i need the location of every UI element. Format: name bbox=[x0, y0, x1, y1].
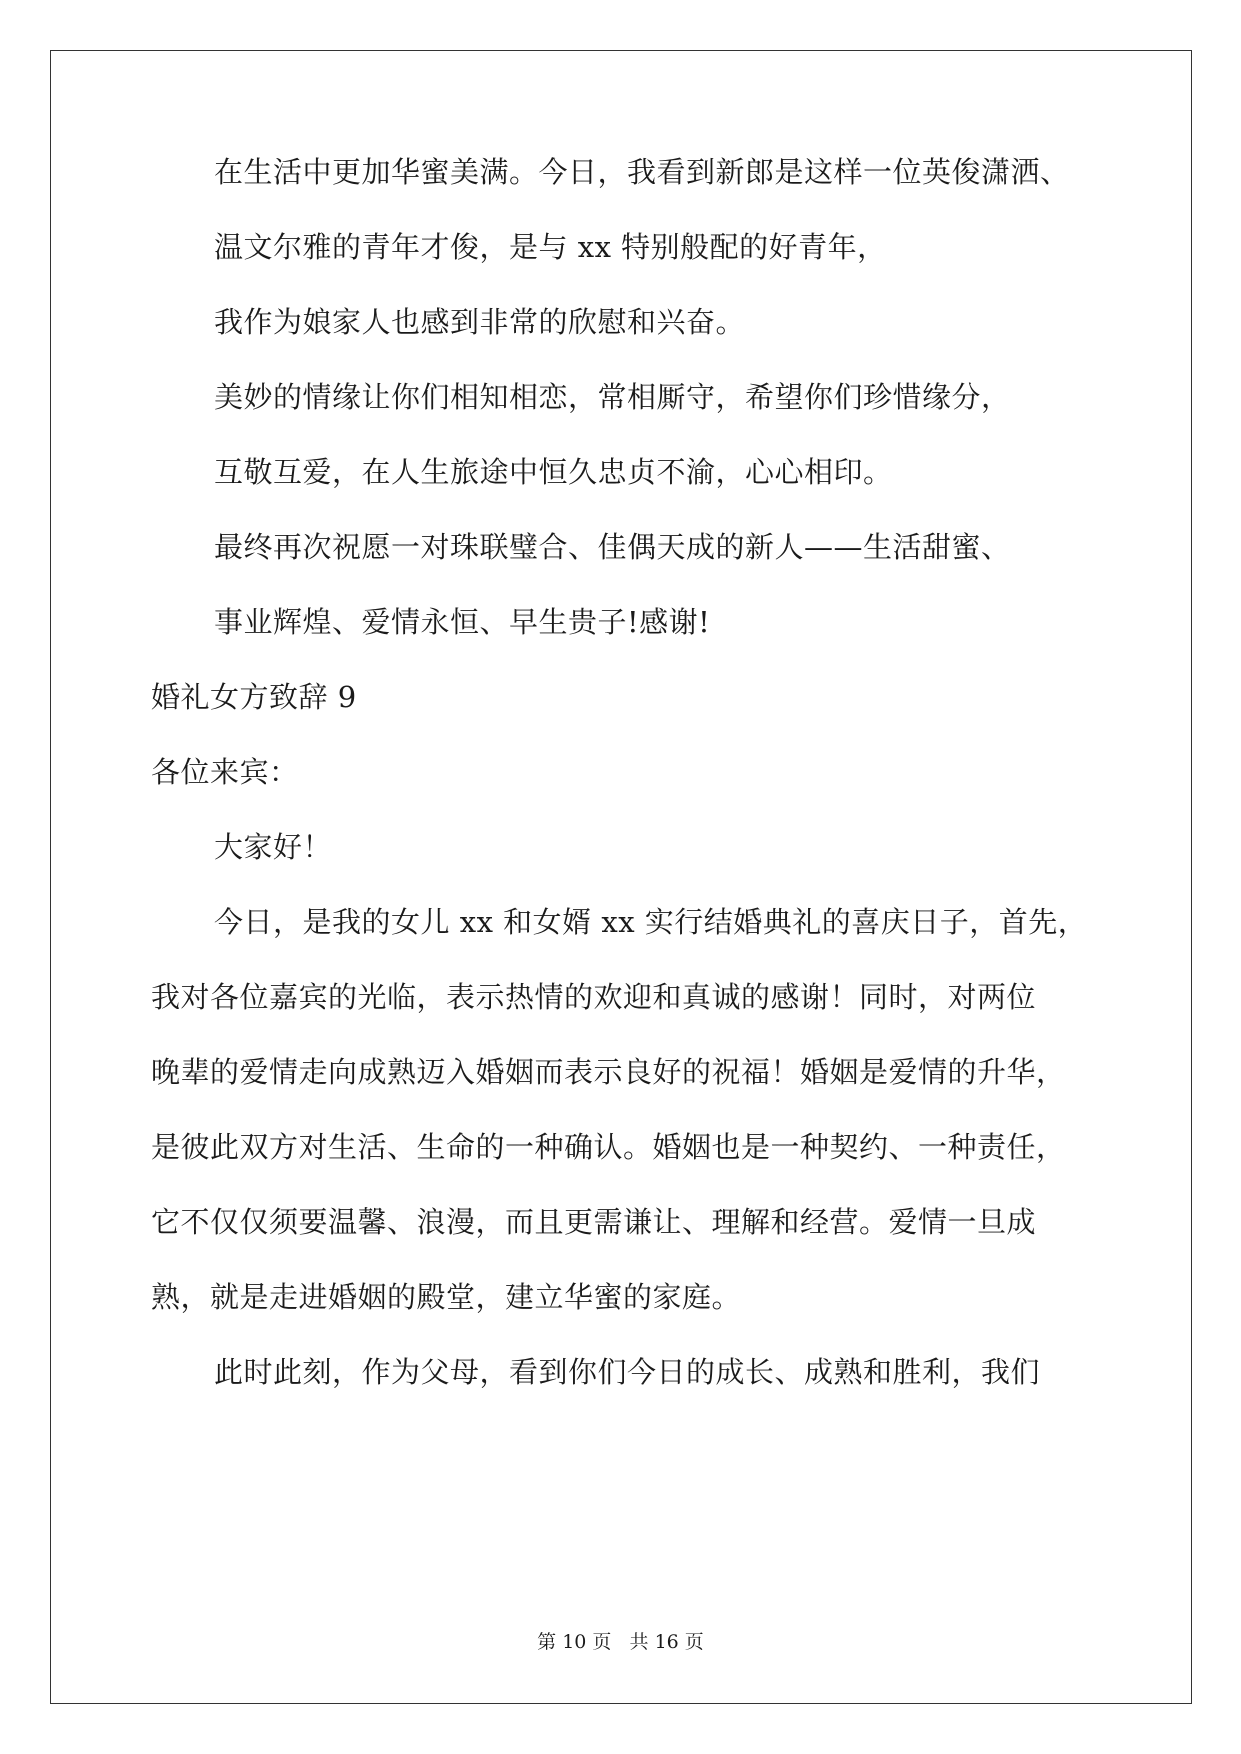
paragraph-line: 它不仅仅须要温馨、浪漫，而且更需谦让、理解和经营。爱情一旦成 bbox=[151, 1205, 1037, 1239]
paragraph-line: 最终再次祝愿一对珠联璧合、佳偶天成的新人——生活甜蜜、 bbox=[214, 530, 1011, 564]
paragraph-line: 我对各位嘉宾的光临，表示热情的欢迎和真诚的感谢！同时，对两位 bbox=[151, 980, 1037, 1014]
paragraph-line: 是彼此双方对生活、生命的一种确认。婚姻也是一种契约、一种责任， bbox=[151, 1130, 1066, 1164]
paragraph-line: 互敬互爱，在人生旅途中恒久忠贞不渝，心心相印。 bbox=[214, 455, 893, 489]
paragraph-line: 今日，是我的女儿 xx 和女婿 xx 实行结婚典礼的喜庆日子，首先， bbox=[214, 905, 1088, 939]
paragraph-line: 事业辉煌、爱情永恒、早生贵子!感谢! bbox=[214, 605, 711, 639]
page-number: 第 10 页 共 16 页 bbox=[537, 1631, 704, 1653]
paragraph-line: 此时此刻，作为父母，看到你们今日的成长、成熟和胜利，我们 bbox=[214, 1355, 1041, 1389]
paragraph-line: 在生活中更加华蜜美满。今日，我看到新郎是这样一位英俊潇洒、 bbox=[214, 155, 1070, 189]
paragraph-line: 温文尔雅的青年才俊，是与 xx 特别般配的好青年， bbox=[214, 230, 887, 264]
page-border bbox=[50, 50, 1192, 1704]
paragraph-line: 我作为娘家人也感到非常的欣慰和兴奋。 bbox=[214, 305, 746, 339]
salutation: 各位来宾： bbox=[151, 755, 299, 789]
section-heading: 婚礼女方致辞 9 bbox=[151, 680, 357, 714]
paragraph-line: 熟，就是走进婚姻的殿堂，建立华蜜的家庭。 bbox=[151, 1280, 742, 1314]
paragraph-line: 美妙的情缘让你们相知相恋，常相厮守，希望你们珍惜缘分， bbox=[214, 380, 1011, 414]
greeting: 大家好！ bbox=[214, 830, 333, 864]
paragraph-line: 晚辈的爱情走向成熟迈入婚姻而表示良好的祝福！婚姻是爱情的升华， bbox=[151, 1055, 1066, 1089]
